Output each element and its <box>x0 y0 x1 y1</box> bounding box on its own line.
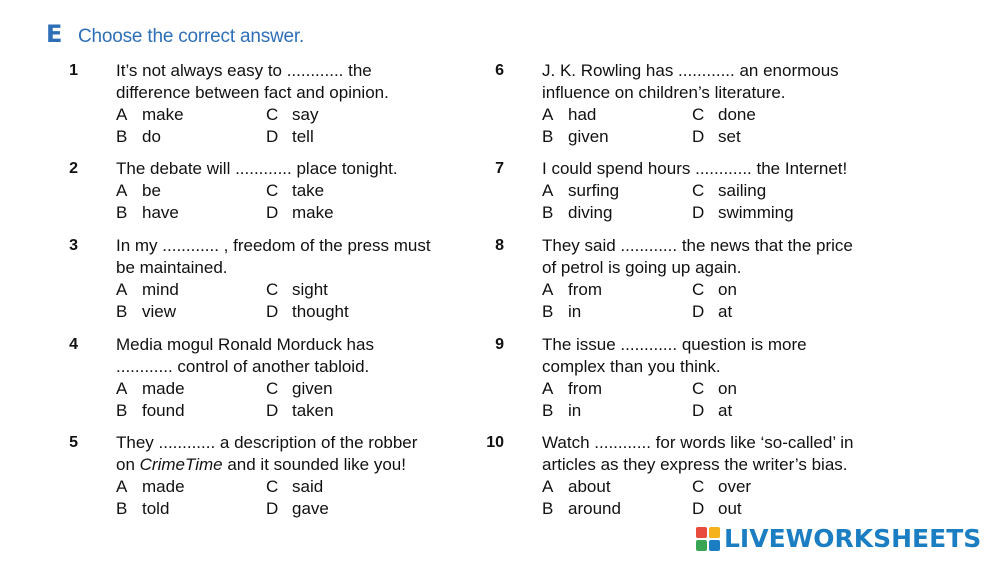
option-text: told <box>142 499 170 518</box>
option-letter: B <box>116 401 128 420</box>
question-number: 5 <box>69 434 78 451</box>
question-number: 3 <box>69 237 78 254</box>
option-letter: D <box>266 499 279 518</box>
question-text-line2: complex than you think. <box>542 357 721 376</box>
option-text: gave <box>292 499 329 518</box>
option-text: make <box>142 105 184 124</box>
option-text: say <box>292 105 319 124</box>
logo-mark-icon <box>696 527 720 551</box>
option-letter: B <box>116 499 128 518</box>
answer-option-d[interactable] <box>266 301 416 323</box>
option-letter: C <box>266 181 279 200</box>
option-text: sailing <box>718 181 767 200</box>
option-letter: C <box>266 379 279 398</box>
answer-options <box>542 476 842 520</box>
answer-option-d[interactable] <box>692 301 842 323</box>
option-letter: B <box>542 499 554 518</box>
option-text: view <box>142 302 177 321</box>
section-header <box>46 20 304 48</box>
option-text: in <box>568 302 582 321</box>
option-letter: C <box>266 280 279 299</box>
answer-option-c[interactable] <box>692 180 842 202</box>
answer-option-b[interactable] <box>116 400 266 422</box>
answer-option-a[interactable] <box>542 180 692 202</box>
answer-option-c[interactable] <box>266 279 416 301</box>
question-5 <box>54 432 474 528</box>
question-text-line1: Watch ............ for words like ‘so-called’ in <box>542 433 854 452</box>
question-text-line2: be maintained. <box>116 258 228 277</box>
answer-options <box>116 378 416 422</box>
question-text-line2: articles as they express the writer’s bias. <box>542 455 848 474</box>
question-9 <box>480 334 900 430</box>
logo-square-yellow <box>709 527 720 538</box>
option-text: diving <box>568 203 613 222</box>
option-text: on <box>718 280 737 299</box>
question-text-line1: The issue ............ question is more <box>542 335 807 354</box>
question-text-line1: Media mogul Ronald Morduck has <box>116 335 374 354</box>
option-letter: D <box>692 499 705 518</box>
answer-option-b[interactable] <box>542 301 692 323</box>
question-text-line1: The debate will ............ place tonight. <box>116 159 398 178</box>
option-text: given <box>292 379 333 398</box>
answer-option-d[interactable] <box>266 498 416 520</box>
answer-option-d[interactable] <box>266 202 416 224</box>
option-letter: A <box>116 379 128 398</box>
option-text: have <box>142 203 179 222</box>
question-number: 2 <box>69 160 78 177</box>
section-letter: E <box>46 20 63 48</box>
option-letter: B <box>542 127 554 146</box>
question-text-line2: of petrol is going up again. <box>542 258 742 277</box>
option-text: in <box>568 401 582 420</box>
answer-options <box>116 180 416 224</box>
answer-option-d[interactable] <box>692 498 842 520</box>
text-segment: and it sounded like you! <box>222 455 406 474</box>
option-letter: C <box>692 105 705 124</box>
question-6 <box>480 60 900 156</box>
option-letter: A <box>116 181 128 200</box>
option-text: given <box>568 127 609 146</box>
answer-option-c[interactable] <box>692 378 842 400</box>
option-letter: D <box>266 203 279 222</box>
answer-option-c[interactable] <box>692 104 842 126</box>
option-text: found <box>142 401 185 420</box>
question-text-line1: In my ............ , freedom of the press must <box>116 236 431 255</box>
option-text: over <box>718 477 752 496</box>
answer-option-d[interactable] <box>266 126 416 148</box>
answer-option-b[interactable] <box>542 400 692 422</box>
option-text: at <box>718 302 733 321</box>
option-letter: A <box>542 379 554 398</box>
answer-option-b[interactable] <box>542 498 692 520</box>
answer-option-a[interactable] <box>542 104 692 126</box>
question-text-line2: ............ control of another tabloid. <box>116 357 370 376</box>
option-text: around <box>568 499 621 518</box>
question-text-line1: J. K. Rowling has ............ an enormous <box>542 61 839 80</box>
logo-square-green <box>696 540 707 551</box>
text-segment: on <box>116 455 140 474</box>
question-text-line2: difference between fact and opinion. <box>116 83 389 102</box>
show-title: CrimeTime <box>139 455 223 474</box>
answer-option-a[interactable] <box>542 476 692 498</box>
option-letter: A <box>542 181 554 200</box>
question-number: 8 <box>495 237 504 254</box>
option-text: made <box>142 477 185 496</box>
option-letter: C <box>266 105 279 124</box>
option-letter: B <box>116 203 128 222</box>
option-text: taken <box>292 401 334 420</box>
option-letter: D <box>266 302 279 321</box>
logo-square-blue <box>709 540 720 551</box>
answer-option-d[interactable] <box>266 400 416 422</box>
option-letter: D <box>692 203 705 222</box>
question-number: 7 <box>495 160 504 177</box>
answer-option-b[interactable] <box>116 498 266 520</box>
option-text: done <box>718 105 756 124</box>
answer-option-c[interactable] <box>266 378 416 400</box>
option-letter: B <box>116 127 128 146</box>
answer-option-b[interactable] <box>542 202 692 224</box>
option-letter: A <box>542 280 554 299</box>
option-text: from <box>568 280 602 299</box>
option-text: made <box>142 379 185 398</box>
option-text: set <box>718 127 741 146</box>
question-number: 1 <box>69 62 78 79</box>
option-text: had <box>568 105 597 124</box>
option-text: said <box>292 477 324 496</box>
answer-option-b[interactable] <box>116 301 266 323</box>
question-10 <box>480 432 900 528</box>
option-letter: D <box>692 127 705 146</box>
question-text-line1: They ............ a description of the robber <box>116 433 418 452</box>
answer-option-a[interactable] <box>542 279 692 301</box>
option-text: at <box>718 401 733 420</box>
option-letter: C <box>692 379 705 398</box>
answer-options <box>542 378 842 422</box>
answer-option-c[interactable] <box>266 104 416 126</box>
option-letter: D <box>266 401 279 420</box>
liveworksheets-logo <box>696 524 981 553</box>
answer-option-b[interactable] <box>116 126 266 148</box>
option-letter: C <box>692 477 705 496</box>
answer-options <box>542 104 842 148</box>
option-text: take <box>292 181 325 200</box>
option-letter: D <box>692 401 705 420</box>
answer-option-b[interactable] <box>116 202 266 224</box>
option-text: mind <box>142 280 179 299</box>
answer-option-a[interactable] <box>116 476 266 498</box>
option-text: sight <box>292 280 328 299</box>
answer-option-c[interactable] <box>692 476 842 498</box>
question-text-line1: It’s not always easy to ............ the <box>116 61 372 80</box>
option-letter: D <box>692 302 705 321</box>
option-text: thought <box>292 302 349 321</box>
answer-option-b[interactable] <box>542 126 692 148</box>
answer-option-a[interactable] <box>116 279 266 301</box>
question-text-line1: They said ............ the news that the price <box>542 236 853 255</box>
question-number: 9 <box>495 336 504 353</box>
answer-option-a[interactable] <box>116 378 266 400</box>
answer-option-a[interactable] <box>116 104 266 126</box>
option-letter: A <box>542 477 554 496</box>
question-1 <box>54 60 474 156</box>
option-text: tell <box>292 127 314 146</box>
answer-options <box>116 104 416 148</box>
question-text-line2: influence on children’s literature. <box>542 83 786 102</box>
option-letter: A <box>116 477 128 496</box>
option-letter: B <box>542 203 554 222</box>
option-text: out <box>718 499 742 518</box>
question-text-line1: I could spend hours ............ the Internet! <box>542 159 848 178</box>
option-letter: A <box>116 280 128 299</box>
answer-options <box>542 180 842 224</box>
answer-options <box>542 279 842 323</box>
logo-text: LIVEWORKSHEETS <box>724 524 982 553</box>
option-letter: B <box>542 401 554 420</box>
option-text: surfing <box>568 181 620 200</box>
answer-option-c[interactable] <box>266 180 416 202</box>
option-letter: B <box>116 302 128 321</box>
option-letter: D <box>266 127 279 146</box>
instruction-text: Choose the correct answer. <box>78 26 305 47</box>
option-text: on <box>718 379 737 398</box>
question-8 <box>480 235 900 331</box>
logo-square-red <box>696 527 707 538</box>
answer-options <box>116 279 416 323</box>
option-letter: A <box>542 105 554 124</box>
question-number: 6 <box>495 62 504 79</box>
question-number: 10 <box>486 434 504 451</box>
option-text: do <box>142 127 161 146</box>
option-letter: B <box>542 302 554 321</box>
answer-option-d[interactable] <box>692 202 842 224</box>
option-text: make <box>292 203 334 222</box>
answer-option-d[interactable] <box>692 400 842 422</box>
answer-option-a[interactable] <box>116 180 266 202</box>
question-text-line2 <box>116 454 406 476</box>
answer-option-a[interactable] <box>542 378 692 400</box>
option-letter: C <box>692 181 705 200</box>
option-text: from <box>568 379 602 398</box>
option-text: swimming <box>718 203 794 222</box>
option-letter: C <box>266 477 279 496</box>
answer-option-c[interactable] <box>266 476 416 498</box>
option-letter: C <box>692 280 705 299</box>
answer-option-c[interactable] <box>692 279 842 301</box>
option-text: about <box>568 477 611 496</box>
question-4 <box>54 334 474 430</box>
option-letter: A <box>116 105 128 124</box>
answer-option-d[interactable] <box>692 126 842 148</box>
question-3 <box>54 235 474 331</box>
option-text: be <box>142 181 161 200</box>
question-number: 4 <box>69 336 78 353</box>
answer-options <box>116 476 416 520</box>
